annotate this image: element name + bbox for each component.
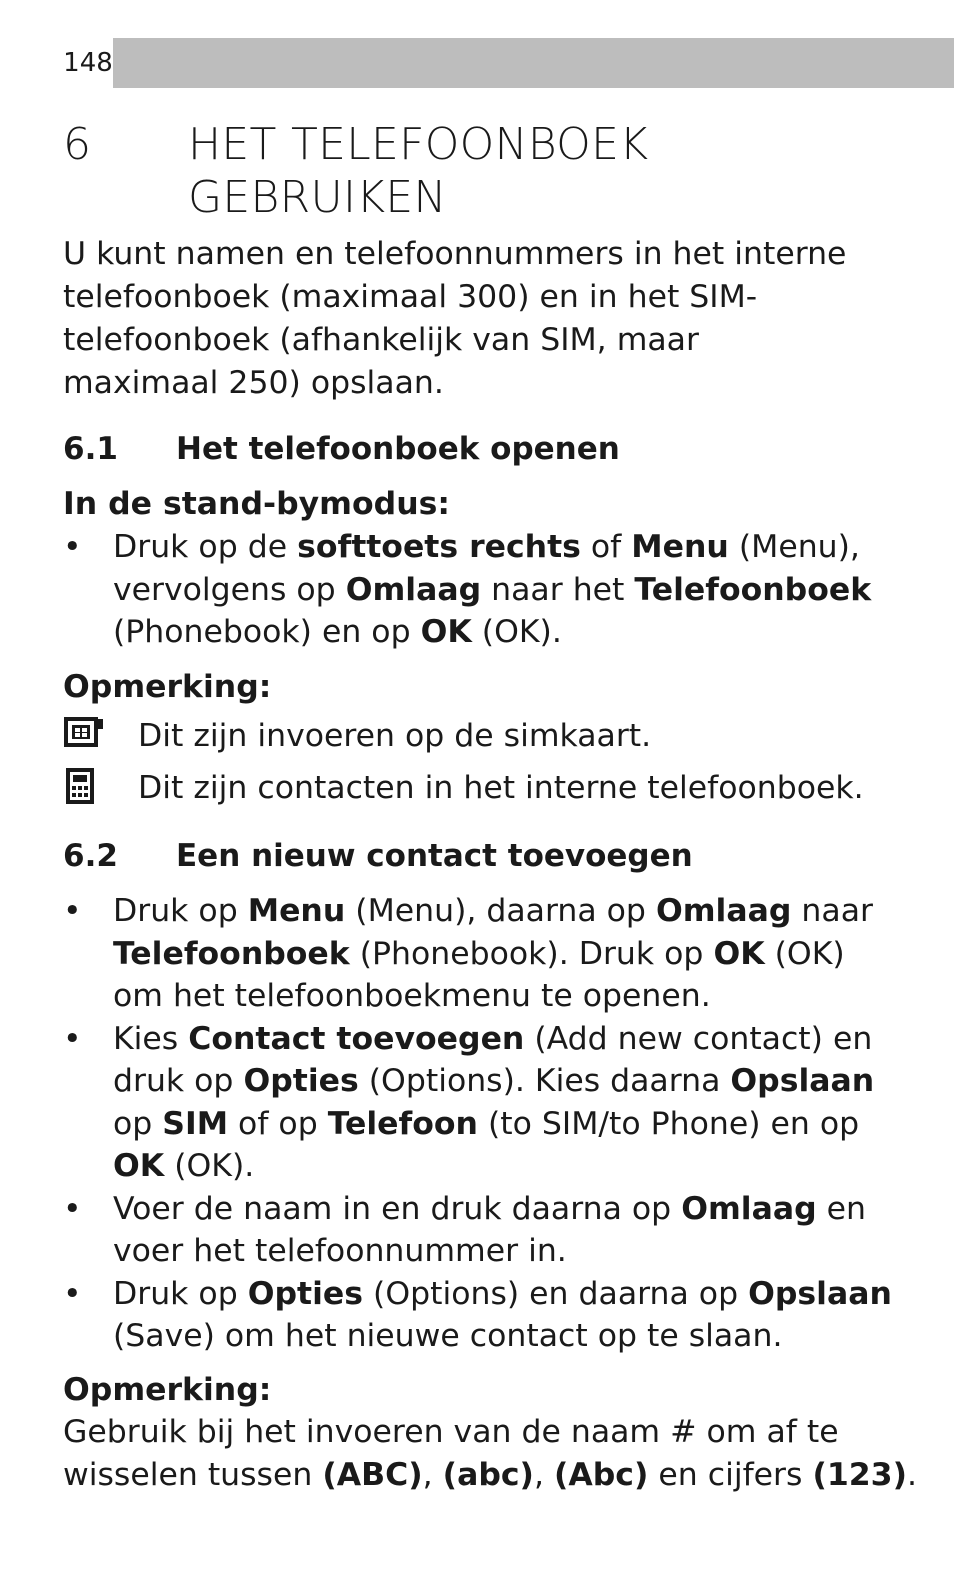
- note-paragraph-2: [63, 1411, 917, 1497]
- note-line: wisselen tussen (ABC), (abc), (Abc) en cijfers (123).: [63, 1457, 917, 1493]
- section-title: Het telefoonboek openen: [176, 431, 620, 467]
- note-phone-text: Dit zijn contacten in het interne telefoonboek.: [138, 770, 864, 806]
- list-item-line: Druk op Opties (Options) en daarna op Opslaan: [113, 1275, 892, 1312]
- note-line: Gebruik bij het invoeren van de naam # om af te: [63, 1414, 839, 1450]
- phone-memory-icon: [63, 768, 111, 808]
- bullet: •: [63, 1020, 82, 1057]
- list-item: [63, 1188, 892, 1273]
- chapter-number: 6: [63, 119, 92, 170]
- bullet: •: [63, 893, 82, 929]
- list-item-line: Kies Contact toevoegen (Add new contact) en: [113, 1020, 873, 1057]
- list-item-line: Druk op Menu (Menu), daarna op Omlaag naar: [113, 893, 873, 929]
- section-number: 6.1: [63, 431, 118, 467]
- standby-subheading: In de stand-bymodus:: [63, 486, 450, 522]
- list-item-line: (Phonebook) en op OK (OK).: [113, 614, 562, 650]
- list-item-line: OK (OK).: [113, 1148, 255, 1184]
- section-number: 6.2: [63, 838, 118, 874]
- intro-line: telefoonboek (afhankelijk van SIM, maar: [63, 322, 699, 358]
- list-item-line: Voer de naam in en druk daarna op Omlaag en: [113, 1190, 867, 1227]
- bullet: •: [63, 529, 82, 565]
- list-item-line: om het telefoonboekmenu te openen.: [113, 978, 711, 1014]
- intro-line: U kunt namen en telefoonnummers in het interne: [63, 236, 847, 272]
- list-item: [63, 890, 892, 1018]
- sim-card-icon: [63, 716, 111, 756]
- intro-line: maximaal 250) opslaan.: [63, 365, 444, 401]
- section-1-list: [63, 526, 871, 654]
- list-item: [63, 1273, 892, 1358]
- list-item: [63, 526, 871, 654]
- list-item-line: (Save) om het nieuwe contact op te slaan.: [113, 1318, 783, 1354]
- bullet: •: [63, 1275, 82, 1312]
- note-heading: Opmerking:: [63, 669, 272, 705]
- intro-line: telefoonboek (maximaal 300) en in het SIM-: [63, 279, 758, 315]
- list-item-line: Telefoonboek (Phonebook). Druk op OK (OK): [113, 935, 845, 972]
- list-item-line: voer het telefoonnummer in.: [113, 1233, 567, 1269]
- list-item-line: vervolgens op Omlaag naar het Telefoonboek: [113, 571, 872, 608]
- bullet: •: [63, 1190, 82, 1227]
- section-title: Een nieuw contact toevoegen: [176, 838, 693, 874]
- note-sim-text: Dit zijn invoeren op de simkaart.: [138, 718, 652, 754]
- intro-paragraph: [63, 233, 846, 405]
- page-number: 148: [63, 38, 113, 88]
- chapter-title: HET TELEFOONBOEK GEBRUIKEN: [188, 119, 649, 223]
- section-2-list: [63, 890, 892, 1358]
- list-item-line: Druk op de softtoets rechts of Menu (Menu),: [113, 529, 860, 565]
- list-item-line: druk op Opties (Options). Kies daarna Opslaan: [113, 1063, 875, 1099]
- list-item: [63, 1018, 892, 1188]
- note-heading-2: Opmerking:: [63, 1372, 272, 1408]
- list-item-line: op SIM of op Telefoon (to SIM/to Phone) en op: [113, 1105, 860, 1142]
- page-header-bar: [63, 38, 954, 88]
